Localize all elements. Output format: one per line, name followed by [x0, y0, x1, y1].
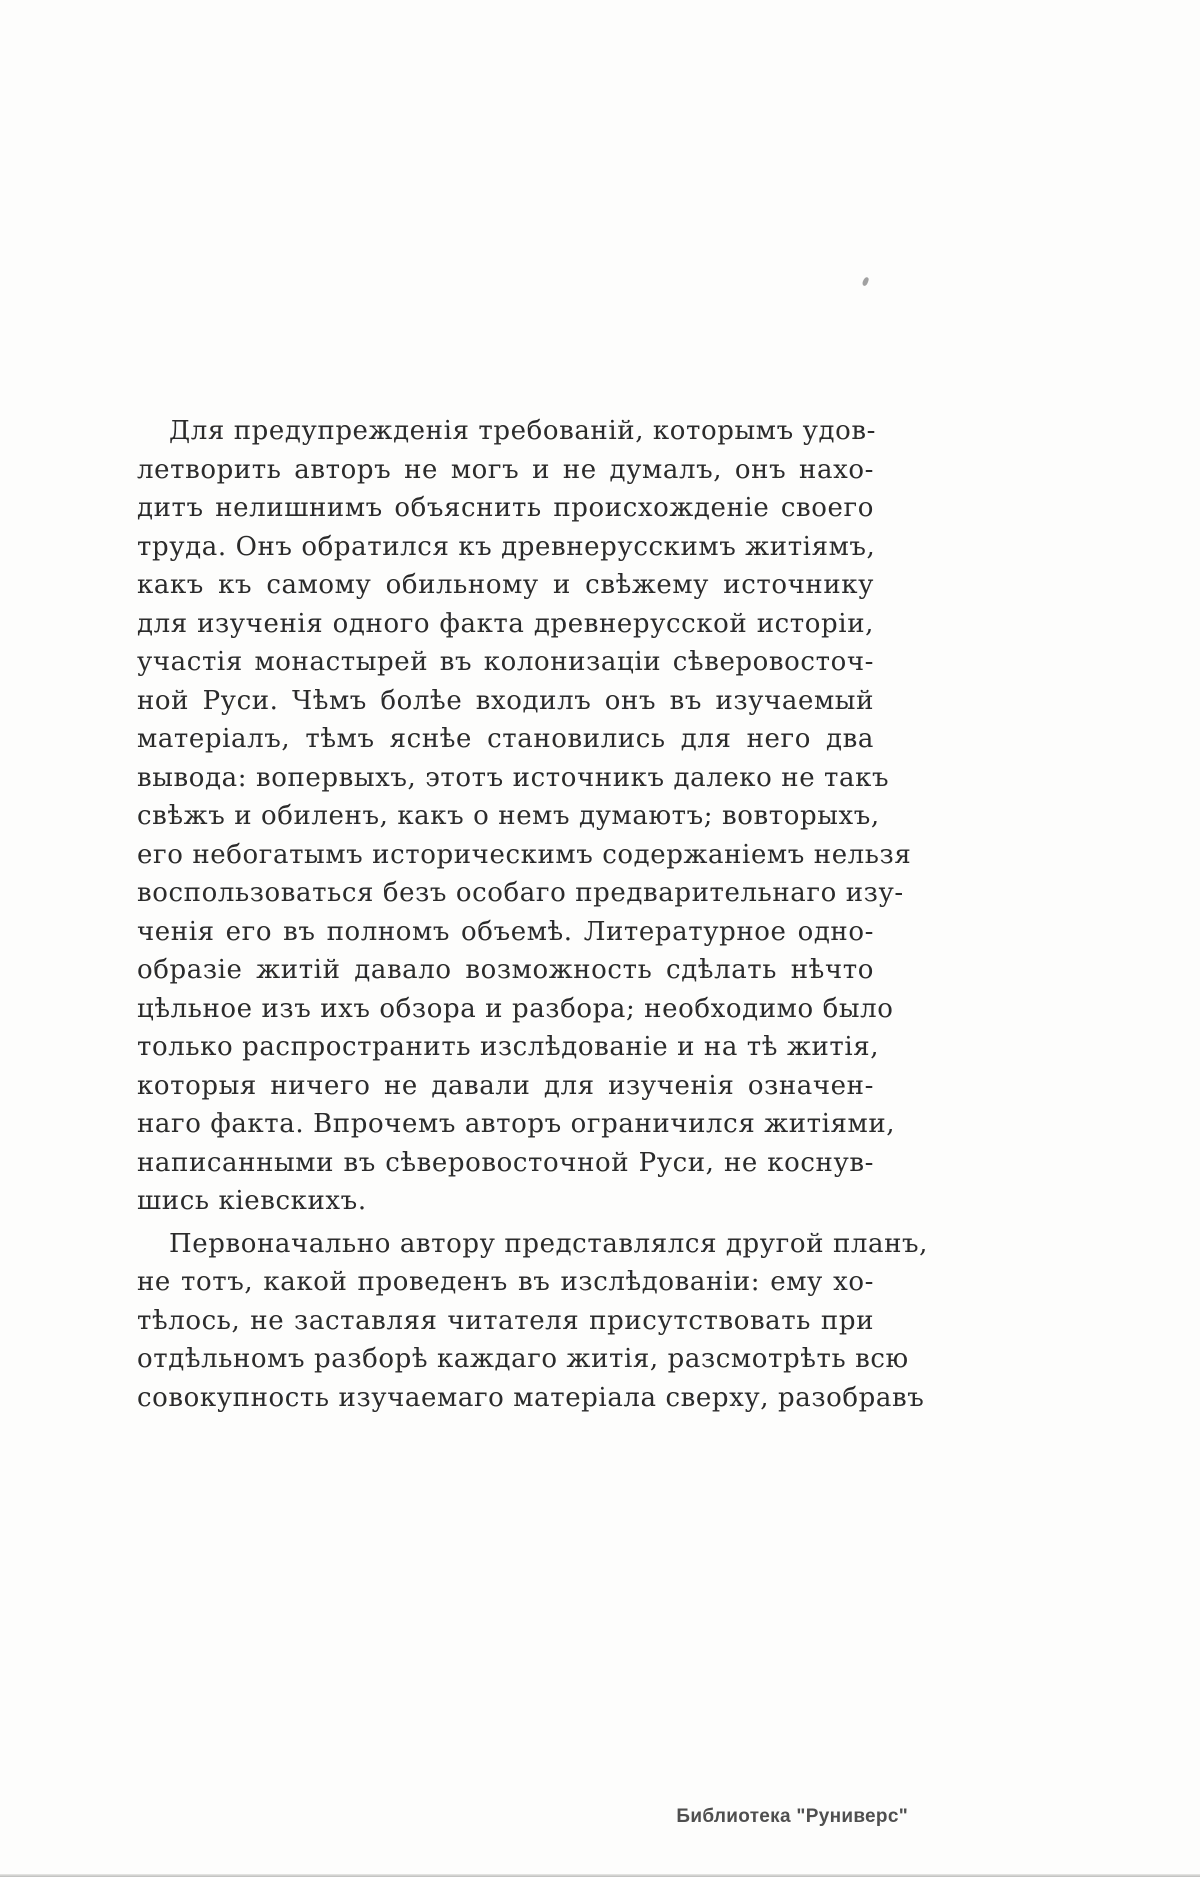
text-line: которыя ничего не давали для изученія означен-: [137, 1070, 874, 1101]
text-line: какъ къ самому обильному и свѣжему источнику: [137, 570, 874, 600]
text-line: дитъ нелишнимъ объяснить происхожденіе своего: [137, 493, 874, 523]
text-line: вывода: вопервыхъ, этотъ источникъ далеко не такъ: [137, 762, 890, 793]
text-line: свѣжъ и обиленъ, какъ о немъ думаютъ; вовторыхъ,: [137, 801, 880, 831]
text-line: участія монастырей въ колонизаціи сѣверовосточ-: [137, 647, 874, 677]
text-line: ной Руси. Чѣмъ болѣе входилъ онъ въ изучаемый: [137, 685, 874, 716]
text-line: написанными въ сѣверовосточной Руси, не коснув-: [137, 1147, 874, 1178]
paragraph: [137, 412, 912, 1221]
scan-speck-mark: [861, 276, 869, 286]
text-line: только распространить изслѣдованіе и на тѣ житія,: [137, 1032, 880, 1062]
text-line: совокупность изучаемаго матеріала сверху, разобравъ: [137, 1382, 925, 1413]
text-line: его небогатымъ историческимъ содержаніемъ нельзя: [137, 839, 912, 870]
text-line: тѣлось, не заставляя читателя присутствовать при: [137, 1305, 874, 1336]
text-line: не тотъ, какой проведенъ въ изслѣдованіи: ему хо-: [137, 1267, 874, 1297]
text-line: для изученія одного факта древнерусской исторіи,: [137, 608, 874, 639]
text-line: отдѣльномъ разборѣ каждаго житія, разсмотрѣть всю: [137, 1344, 909, 1374]
text-line: ченія его въ полномъ объемѣ. Литературное одно-: [137, 916, 874, 947]
text-line: летворить авторъ не могъ и не думалъ, онъ нахо-: [137, 454, 874, 485]
page-text: [137, 412, 929, 1417]
text-line: наго факта. Впрочемъ авторъ ограничился житіями,: [137, 1109, 896, 1139]
text-line: Первоначально автору представлялся другой планъ,: [169, 1228, 929, 1259]
text-line: шись кіевскихъ.: [137, 1186, 367, 1216]
text-line: цѣльное изъ ихъ обзора и разбора; необходимо было: [137, 993, 894, 1024]
text-line: образіе житій давало возможность сдѣлать нѣчто: [137, 955, 874, 985]
paragraph: [137, 1225, 929, 1418]
text-line: воспользоваться безъ особаго предварительнаго изу-: [137, 878, 904, 908]
library-watermark: Библиотека "Руниверс": [676, 1806, 908, 1827]
text-line: Для предупрежденія требованій, которымъ удов-: [169, 416, 877, 446]
text-line: труда. Онъ обратился къ древнерусскимъ житіямъ,: [137, 531, 876, 562]
text-line: матеріалъ, тѣмъ яснѣе становились для него два: [137, 724, 874, 754]
